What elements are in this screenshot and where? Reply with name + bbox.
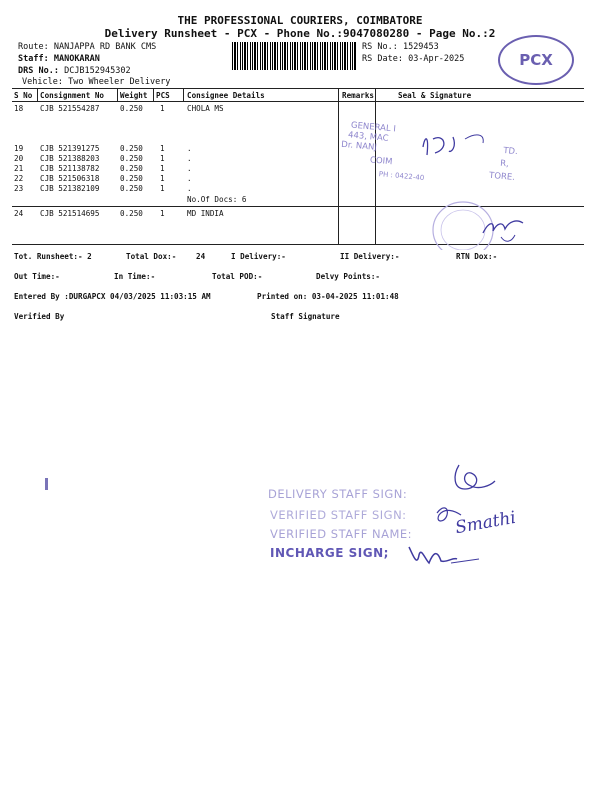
vehicle-label: Vehicle: — [22, 77, 63, 87]
route-value: NANJAPPA RD BANK CMS — [53, 42, 157, 52]
col-header-pcs: PCS — [156, 91, 170, 100]
verified-staff-sign: VERIFIED STAFF SIGN: — [270, 508, 407, 522]
cell-sno: 20 — [14, 154, 24, 163]
rs-no-value: 1529453 — [402, 42, 439, 52]
seal-line: TORE. — [488, 170, 516, 183]
total-pod: Total POD:- — [212, 272, 263, 281]
cell-consignment: CJB 521138782 — [40, 164, 100, 173]
barcode — [232, 42, 356, 70]
no-of-docs: No.Of Docs: 6 — [187, 195, 247, 204]
drs-value: DCJB152945302 — [64, 66, 131, 76]
cell-consignee: . — [187, 174, 192, 183]
rtn-dox: RTN Dox:- — [456, 252, 498, 261]
entered-by: Entered By :DURGAPCX 04/03/2025 11:03:15 AM — [14, 292, 211, 301]
seal-line: COIM — [369, 155, 393, 168]
drs-label: DRS No.: — [18, 66, 59, 76]
verified-staff-name: VERIFIED STAFF NAME: — [270, 527, 413, 541]
vehicle-line — [22, 77, 170, 87]
col-divider — [153, 88, 154, 102]
col-divider — [117, 88, 118, 102]
verified-by: Verified By — [14, 312, 65, 321]
cell-sno: 24 — [14, 209, 24, 218]
cell-sno: 19 — [14, 144, 24, 153]
rs-no-line — [362, 42, 439, 52]
seal-line: PH : 0422-40 — [378, 170, 425, 183]
cell-consignment: CJB 521382109 — [40, 184, 100, 193]
col-header-weight: Weight — [120, 91, 148, 100]
cell-sno: 23 — [14, 184, 24, 193]
col-header-consignee: Consignee Details — [187, 91, 265, 100]
handwritten-scribble — [423, 137, 454, 155]
cell-pcs: 1 — [160, 104, 165, 113]
rs-date-label: RS Date: — [362, 54, 403, 64]
delivery-signature — [455, 465, 495, 489]
handwritten-staff-name: Smathi — [453, 507, 518, 539]
staff-line — [18, 54, 100, 64]
cell-weight: 0.250 — [120, 154, 143, 163]
rs-date-value: 03-Apr-2025 — [408, 54, 465, 64]
cell-pcs: 1 — [160, 184, 165, 193]
handwritten-signature — [501, 235, 515, 241]
cell-consignment: CJB 521506318 — [40, 174, 100, 183]
table-top-rule — [12, 88, 584, 89]
cell-sno: 22 — [14, 174, 24, 183]
cell-consignee: . — [187, 154, 192, 163]
ink-mark — [45, 478, 48, 490]
cell-pcs: 1 — [160, 174, 165, 183]
cell-consignment: CJB 521514695 — [40, 209, 100, 218]
seal-line: 443, MAC — [347, 130, 389, 144]
tot-runsheet: Tot. Runsheet:- 2 — [14, 252, 92, 261]
in-time: In Time:- — [114, 272, 156, 281]
cell-consignee: . — [187, 184, 192, 193]
cell-consignee: . — [187, 144, 192, 153]
cell-weight: 0.250 — [120, 209, 143, 218]
cell-pcs: 1 — [160, 209, 165, 218]
route-line — [18, 42, 156, 52]
out-time: Out Time:- — [14, 272, 60, 281]
staff-label: Staff: — [18, 54, 49, 64]
handwritten-signature — [483, 221, 523, 233]
delvy-points: Delvy Points:- — [316, 272, 381, 281]
round-stamp-inner — [441, 210, 485, 250]
pcx-logo-stamp: PCX — [498, 35, 574, 85]
cell-weight: 0.250 — [120, 164, 143, 173]
rs-date-line — [362, 54, 464, 64]
cell-weight: 0.250 — [120, 174, 143, 183]
rs-no-label: RS No.: — [362, 42, 398, 52]
delivery-staff-sign: DELIVERY STAFF SIGN: — [268, 487, 408, 501]
seal-line: R, — [499, 158, 510, 170]
total-dox-value: 24 — [196, 252, 206, 261]
runsheet-subtitle: Delivery Runsheet - PCX - Phone No.:9047080280 - Page No.:2 — [104, 27, 496, 40]
col-header-remarks: Remarks — [342, 91, 375, 100]
round-stamp-outline — [433, 202, 493, 250]
vehicle-value: Two Wheeler Delivery — [68, 77, 171, 87]
seal-signature-marks — [405, 125, 585, 250]
cell-pcs: 1 — [160, 154, 165, 163]
total-dox-label: Total Dox:- — [126, 252, 177, 261]
col-header-sno: S No — [14, 91, 33, 100]
verified-signature — [437, 508, 461, 521]
cell-consignee: CHOLA MS — [187, 104, 224, 113]
cell-consignment: CJB 521391275 — [40, 144, 100, 153]
staff-value: MANOKARAN — [53, 54, 100, 64]
col-header-seal: Seal & Signature — [398, 91, 472, 100]
seal-line: TD. — [502, 145, 519, 158]
seal-line: GENERAL I — [350, 120, 397, 135]
printed-on: Printed on: 03-04-2025 11:01:48 — [257, 292, 399, 301]
col-divider — [37, 88, 38, 102]
company-title: THE PROFESSIONAL COURIERS, COIMBATORE — [177, 14, 423, 27]
col-divider — [183, 88, 184, 102]
ii-delivery: II Delivery:- — [340, 252, 400, 261]
cell-consignment: CJB 521388203 — [40, 154, 100, 163]
incharge-signature — [409, 547, 457, 563]
col-header-consignment: Consignment No — [40, 91, 105, 100]
table-header-rule — [12, 101, 584, 102]
handwritten-signatures — [395, 455, 535, 580]
cell-sno: 21 — [14, 164, 24, 173]
i-delivery: I Delivery:- — [231, 252, 286, 261]
incharge-sign: INCHARGE SIGN; — [270, 546, 389, 560]
drs-line — [18, 66, 131, 76]
cell-consignment: CJB 521554287 — [40, 104, 100, 113]
cell-pcs: 1 — [160, 164, 165, 173]
handwritten-scribble — [465, 135, 483, 143]
cell-consignee: . — [187, 164, 192, 173]
cell-consignee: MD INDIA — [187, 209, 224, 218]
cell-weight: 0.250 — [120, 184, 143, 193]
incharge-signature-underline — [451, 559, 479, 563]
route-label: Route: — [18, 42, 49, 52]
cell-pcs: 1 — [160, 144, 165, 153]
staff-signature: Staff Signature — [271, 312, 340, 321]
cell-weight: 0.250 — [120, 144, 143, 153]
cell-weight: 0.250 — [120, 104, 143, 113]
cell-sno: 18 — [14, 104, 24, 113]
seal-line: Dr. NANJ — [340, 139, 378, 153]
